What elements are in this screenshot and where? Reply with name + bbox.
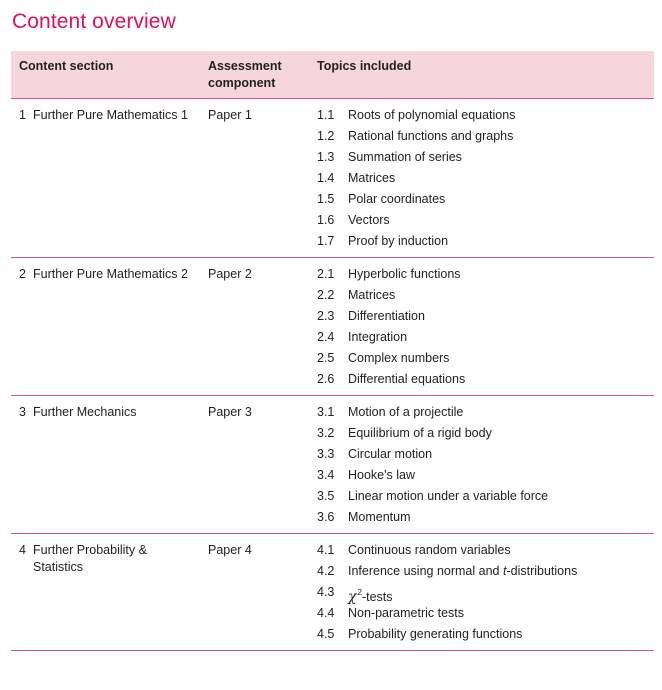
topic-number: 3.5 bbox=[317, 489, 335, 503]
paper-cell: Paper 2 bbox=[208, 267, 252, 281]
table-header-row bbox=[11, 51, 654, 99]
header-assessment-component: Assessment component bbox=[208, 59, 282, 90]
section-number: 3 bbox=[19, 405, 26, 419]
topic-number: 3.2 bbox=[317, 426, 335, 440]
content-section-cell bbox=[11, 258, 200, 396]
chi-superscript: 2 bbox=[357, 588, 362, 597]
topic-label: Summation of series bbox=[348, 150, 462, 164]
topic-label bbox=[348, 584, 393, 605]
topic-number: 2.1 bbox=[317, 267, 335, 281]
topic-label: Rational functions and graphs bbox=[348, 129, 514, 143]
topic-label: Roots of polynomial equations bbox=[348, 108, 516, 122]
topic-label: Complex numbers bbox=[348, 351, 450, 365]
table-row bbox=[11, 258, 654, 396]
topic-item bbox=[317, 626, 646, 643]
topic-label-suffix: -distributions bbox=[506, 564, 578, 578]
topic-item bbox=[317, 266, 646, 287]
topic-item bbox=[317, 107, 646, 128]
page-title: Content overview bbox=[12, 10, 176, 33]
topic-number: 1.1 bbox=[317, 108, 335, 122]
topic-item bbox=[317, 542, 646, 563]
topic-label: Non-parametric tests bbox=[348, 606, 465, 620]
topic-number: 4.1 bbox=[317, 543, 335, 557]
topic-item bbox=[317, 467, 646, 488]
topic-label: Differential equations bbox=[348, 372, 466, 386]
content-section-cell bbox=[11, 534, 200, 651]
paper-cell: Paper 3 bbox=[208, 405, 252, 419]
topic-label: Circular motion bbox=[348, 447, 433, 461]
topic-number: 4.3 bbox=[317, 585, 335, 599]
topic-item bbox=[317, 170, 646, 191]
topic-number: 2.5 bbox=[317, 351, 335, 365]
topic-label: Proof by induction bbox=[348, 234, 449, 248]
header-content-section: Content section bbox=[19, 59, 114, 73]
topic-number: 3.3 bbox=[317, 447, 335, 461]
topic-item bbox=[317, 605, 646, 626]
topic-number: 4.5 bbox=[317, 627, 335, 641]
topic-item bbox=[317, 509, 646, 526]
topics-cell bbox=[305, 258, 654, 396]
topic-number: 1.2 bbox=[317, 129, 335, 143]
topic-item bbox=[317, 329, 646, 350]
content-section-cell bbox=[11, 99, 200, 258]
topic-item bbox=[317, 128, 646, 149]
topic-label: Linear motion under a variable force bbox=[348, 489, 549, 503]
topic-item bbox=[317, 584, 646, 605]
topic-item bbox=[317, 350, 646, 371]
topic-number: 3.1 bbox=[317, 405, 335, 419]
topic-item bbox=[317, 212, 646, 233]
topic-label: Equilibrium of a rigid body bbox=[348, 426, 492, 440]
table-row bbox=[11, 396, 654, 534]
topic-item bbox=[317, 425, 646, 446]
topic-label: Hooke's law bbox=[348, 468, 415, 482]
paper-cell: Paper 1 bbox=[208, 108, 252, 122]
topic-label: Motion of a projectile bbox=[348, 405, 464, 419]
paper-cell: Paper 4 bbox=[208, 543, 252, 557]
topic-label: Integration bbox=[348, 330, 408, 344]
topic-label: Continuous random variables bbox=[348, 543, 511, 557]
section-name: Further Pure Mathematics 2 bbox=[33, 267, 188, 281]
topic-item bbox=[317, 371, 646, 388]
topic-number: 3.6 bbox=[317, 510, 335, 524]
topic-number: 1.3 bbox=[317, 150, 335, 164]
topic-number: 2.6 bbox=[317, 372, 335, 386]
topic-number: 3.4 bbox=[317, 468, 335, 482]
section-number: 4 bbox=[19, 543, 26, 557]
topic-item bbox=[317, 563, 646, 584]
chi-symbol: χ bbox=[348, 589, 357, 605]
section-name: Further Mechanics bbox=[33, 405, 137, 419]
topics-cell bbox=[305, 534, 654, 651]
topic-number: 2.3 bbox=[317, 309, 335, 323]
topics-cell bbox=[305, 99, 654, 258]
topic-label-suffix: -tests bbox=[361, 590, 393, 604]
topic-label: Probability generating functions bbox=[348, 627, 523, 641]
topics-cell bbox=[305, 396, 654, 534]
topic-item bbox=[317, 308, 646, 329]
topic-number: 1.4 bbox=[317, 171, 335, 185]
section-number: 2 bbox=[19, 267, 26, 281]
table-row bbox=[11, 534, 654, 651]
topic-label: Matrices bbox=[348, 171, 396, 185]
topic-number: 2.4 bbox=[317, 330, 335, 344]
topic-number: 4.2 bbox=[317, 564, 335, 578]
topic-item bbox=[317, 233, 646, 250]
topic-item bbox=[317, 404, 646, 425]
table-row bbox=[11, 99, 654, 258]
topic-item bbox=[317, 446, 646, 467]
section-name: Further Pure Mathematics 1 bbox=[33, 108, 188, 122]
content-section-cell bbox=[11, 396, 200, 534]
content-overview-table bbox=[11, 51, 654, 651]
topic-number: 1.6 bbox=[317, 213, 335, 227]
topic-number: 1.5 bbox=[317, 192, 335, 206]
topic-label-prefix: Inference using normal and bbox=[348, 564, 503, 578]
section-name: Further Probability & Statistics bbox=[33, 543, 147, 574]
topic-label: Momentum bbox=[348, 510, 411, 524]
topic-item bbox=[317, 287, 646, 308]
topic-label: Vectors bbox=[348, 213, 390, 227]
topic-number: 2.2 bbox=[317, 288, 335, 302]
topic-label: Matrices bbox=[348, 288, 396, 302]
topic-label: Differentiation bbox=[348, 309, 425, 323]
topic-number: 4.4 bbox=[317, 606, 335, 620]
section-number: 1 bbox=[19, 108, 26, 122]
header-topics-included: Topics included bbox=[317, 59, 412, 73]
topic-item bbox=[317, 488, 646, 509]
topic-label: Polar coordinates bbox=[348, 192, 446, 206]
topic-item bbox=[317, 149, 646, 170]
topic-number: 1.7 bbox=[317, 234, 335, 248]
topic-item bbox=[317, 191, 646, 212]
topic-label bbox=[348, 563, 577, 584]
t-distribution-symbol: t bbox=[502, 564, 507, 578]
topic-label: Hyperbolic functions bbox=[348, 267, 461, 281]
